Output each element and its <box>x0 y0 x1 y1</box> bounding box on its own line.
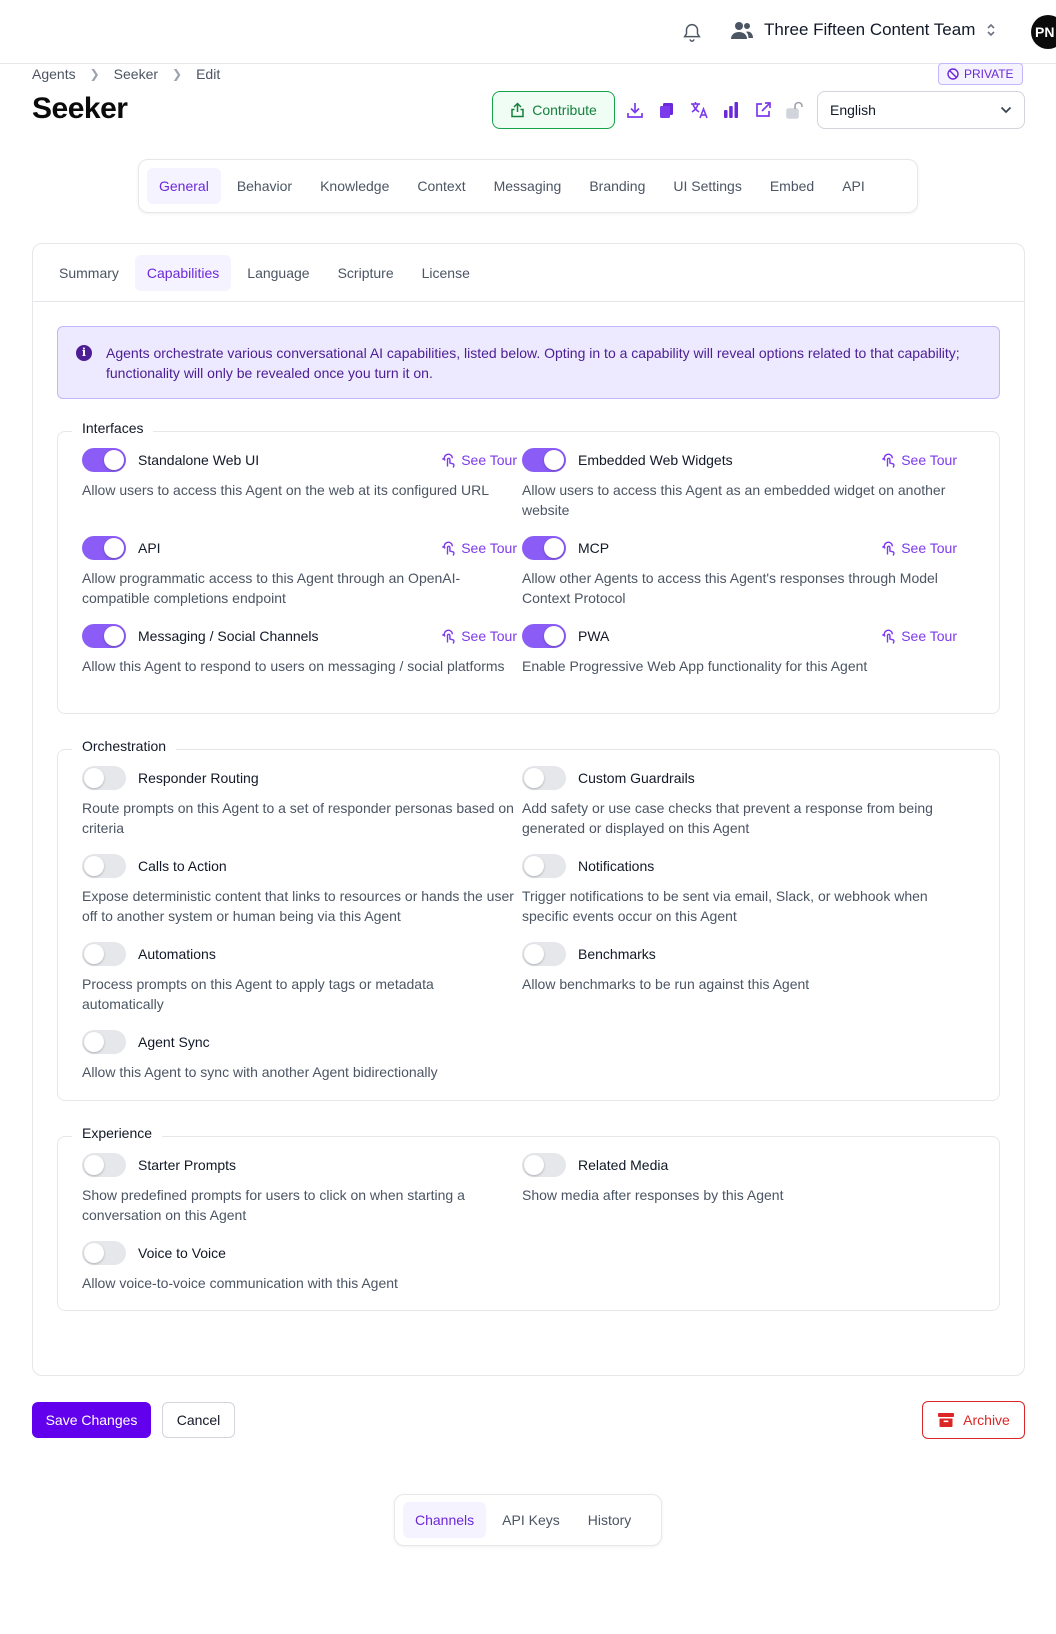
capability-starter-prompts <box>82 1153 517 1225</box>
capability-toggle[interactable] <box>82 1241 126 1265</box>
see-tour-label: See Tour <box>901 452 957 468</box>
private-icon <box>947 68 959 80</box>
sub-tabs <box>33 244 1024 302</box>
capability-description: Show media after responses by this Agent <box>522 1187 784 1203</box>
capability-benchmarks <box>522 942 957 994</box>
capability-title: Responder Routing <box>138 770 259 786</box>
bottom-tab-history[interactable]: History <box>587 1512 632 1528</box>
unlock-icon[interactable] <box>784 99 805 120</box>
capability-description: Allow voice-to-voice communication with this Agent <box>82 1275 398 1291</box>
capability-title: Custom Guardrails <box>578 770 695 786</box>
capability-toggle[interactable] <box>522 624 566 648</box>
tour-pointer-icon <box>882 453 896 468</box>
tab-context[interactable]: Context <box>417 178 466 194</box>
capability-title: Notifications <box>578 858 655 874</box>
capability-toggle[interactable] <box>82 854 126 878</box>
capability-related-media <box>522 1153 957 1205</box>
capability-toggle[interactable] <box>82 942 126 966</box>
tab-branding[interactable]: Branding <box>589 178 646 194</box>
capability-description: Allow benchmarks to be run against this Agent <box>522 976 810 992</box>
capability-header <box>522 448 957 472</box>
capability-mcp <box>522 536 957 608</box>
capability-description: Allow users to access this Agent on the web at its configured URL <box>82 482 489 498</box>
capability-api <box>82 536 517 608</box>
capability-header <box>522 624 957 648</box>
capability-toggle[interactable] <box>82 766 126 790</box>
translate-icon[interactable] <box>688 99 709 120</box>
analytics-icon[interactable] <box>720 99 741 120</box>
main-tabs <box>138 159 918 213</box>
capability-title: Standalone Web UI <box>138 452 260 468</box>
tab-messaging[interactable]: Messaging <box>493 178 562 194</box>
subtab-language[interactable]: Language <box>247 264 310 281</box>
tab-api[interactable]: API <box>842 178 865 194</box>
see-tour-link[interactable] <box>442 540 517 556</box>
capability-description: Trigger notifications to be sent via email, Slack, or webhook when specific events occur on this Agent <box>522 888 928 924</box>
capability-description: Allow users to access this Agent as an embedded widget on another website <box>522 482 946 518</box>
section-legend: Orchestration <box>72 738 176 754</box>
capability-title: Calls to Action <box>138 858 227 874</box>
chevron-down-icon <box>1000 106 1012 114</box>
capability-title: Related Media <box>578 1157 669 1173</box>
capability-toggle[interactable] <box>522 448 566 472</box>
visibility-badge <box>938 63 1023 85</box>
capability-description: Show predefined prompts for users to click on when starting a conversation on this Agent <box>82 1187 465 1223</box>
archive-label: Archive <box>963 1412 1010 1428</box>
capability-toggle[interactable] <box>522 1153 566 1177</box>
capability-header <box>82 1241 517 1265</box>
capability-header <box>82 624 517 648</box>
capability-title: API <box>138 540 161 556</box>
breadcrumb <box>32 66 220 82</box>
bottom-tab-api-keys[interactable]: API Keys <box>502 1512 560 1528</box>
see-tour-label: See Tour <box>461 628 517 644</box>
capability-toggle[interactable] <box>522 854 566 878</box>
capability-title: PWA <box>578 628 610 644</box>
capability-description: Add safety or use case checks that prevent a response from being generated or displayed on this Agent <box>522 800 933 836</box>
info-banner <box>57 326 1000 399</box>
language-select[interactable] <box>817 91 1025 129</box>
capabilities-card <box>32 243 1025 1376</box>
team-users-icon <box>730 20 754 40</box>
cancel-button[interactable]: Cancel <box>162 1402 235 1438</box>
capability-title: Voice to Voice <box>138 1245 226 1261</box>
contribute-button[interactable] <box>492 91 615 129</box>
capability-header <box>522 536 957 560</box>
capability-title: MCP <box>578 540 610 556</box>
capability-description: Route prompts on this Agent to a set of responder personas based on criteria <box>82 800 514 836</box>
interfaces-section <box>57 420 1000 714</box>
capability-toggle[interactable] <box>82 448 126 472</box>
section-legend: Experience <box>72 1125 162 1141</box>
capability-responder-routing <box>82 766 517 838</box>
capability-title: Agent Sync <box>138 1034 210 1050</box>
tour-pointer-icon <box>442 629 456 644</box>
capability-toggle[interactable] <box>522 766 566 790</box>
experience-section <box>57 1125 1000 1311</box>
capability-notifications <box>522 854 957 926</box>
capability-description: Process prompts on this Agent to apply tags or metadata automatically <box>82 976 434 1012</box>
see-tour-label: See Tour <box>901 540 957 556</box>
language-value: English <box>830 102 876 118</box>
notification-bell-icon[interactable] <box>681 21 703 43</box>
capability-description: Allow other Agents to access this Agent's responses through Model Context Protocol <box>522 570 938 606</box>
capability-header <box>82 536 517 560</box>
capability-header <box>522 766 957 790</box>
capability-title: Starter Prompts <box>138 1157 237 1173</box>
tour-pointer-icon <box>442 453 456 468</box>
capability-toggle[interactable] <box>82 536 126 560</box>
capability-standalone-web-ui <box>82 448 517 500</box>
tour-pointer-icon <box>442 541 456 556</box>
agent-toolbar <box>624 99 805 120</box>
subtab-summary[interactable]: Summary <box>59 264 119 281</box>
team-name: Three Fifteen Content Team <box>764 20 976 39</box>
subtab-scripture[interactable]: Scripture <box>337 264 394 281</box>
visibility-label: PRIVATE <box>964 67 1014 81</box>
see-tour-link[interactable] <box>442 628 517 644</box>
see-tour-label: See Tour <box>901 628 957 644</box>
capability-toggle[interactable] <box>82 1030 126 1054</box>
breadcrumb-agents[interactable]: Agents <box>32 66 76 82</box>
capability-header <box>82 854 517 878</box>
capability-title: Benchmarks <box>578 946 656 962</box>
capability-description: Allow programmatic access to this Agent through an OpenAI-compatible completions endpoint <box>82 570 461 606</box>
capability-description: Enable Progressive Web App functionality for this Agent <box>522 658 868 674</box>
capability-agent-sync <box>82 1030 517 1082</box>
page-title: Seeker <box>32 92 128 125</box>
archive-button[interactable] <box>922 1401 1025 1439</box>
capability-header <box>522 854 957 878</box>
bottom-tabs <box>394 1494 662 1546</box>
section-legend: Interfaces <box>72 420 153 436</box>
capability-header <box>522 942 957 966</box>
capability-messaging-social-channels <box>82 624 517 676</box>
external-link-icon[interactable] <box>752 99 773 120</box>
download-icon[interactable] <box>624 99 645 120</box>
capability-custom-guardrails <box>522 766 957 838</box>
capability-title: Embedded Web Widgets <box>578 452 733 468</box>
top-bar <box>0 0 1056 64</box>
see-tour-link[interactable] <box>882 452 957 468</box>
breadcrumb-seeker[interactable]: Seeker <box>113 66 159 82</box>
capability-header <box>82 448 517 472</box>
capability-toggle[interactable] <box>82 1153 126 1177</box>
capability-header <box>82 766 517 790</box>
capability-description: Allow this Agent to sync with another Agent bidirectionally <box>82 1064 438 1080</box>
info-text: Agents orchestrate various conversational AI capabilities, listed below. Opting in to a capability will reveal options related to that capability; functionality will only be revealed once you turn it on. <box>106 345 960 381</box>
see-tour-label: See Tour <box>461 452 517 468</box>
see-tour-link[interactable] <box>882 540 957 556</box>
breadcrumb-edit: Edit <box>196 66 221 82</box>
subtab-license[interactable]: License <box>421 264 470 281</box>
capability-toggle[interactable] <box>522 942 566 966</box>
tab-ui-settings[interactable]: UI Settings <box>673 178 742 194</box>
chevron-right-icon: ❯ <box>89 67 100 81</box>
capability-header <box>522 1153 957 1177</box>
capability-header <box>82 942 517 966</box>
capability-toggle[interactable] <box>522 536 566 560</box>
capability-voice-to-voice <box>82 1241 517 1293</box>
tab-general[interactable]: General <box>147 168 221 204</box>
capability-header <box>82 1030 517 1054</box>
tour-pointer-icon <box>882 629 896 644</box>
see-tour-label: See Tour <box>461 540 517 556</box>
archive-icon <box>937 1412 955 1428</box>
copy-icon[interactable] <box>656 99 677 120</box>
info-icon: i <box>76 345 92 361</box>
chevron-right-icon: ❯ <box>172 67 183 81</box>
see-tour-link[interactable] <box>442 452 517 468</box>
capability-description: Expose deterministic content that links to resources or hands the user off to another system or human being via this Agent <box>82 888 514 924</box>
tab-knowledge[interactable]: Knowledge <box>320 178 390 194</box>
capability-title: Automations <box>138 946 216 962</box>
tab-embed[interactable]: Embed <box>769 178 815 194</box>
capability-description: Allow this Agent to respond to users on messaging / social platforms <box>82 658 505 674</box>
user-avatar[interactable]: PN <box>1031 15 1056 49</box>
capability-header <box>82 1153 517 1177</box>
chevron-up-down-icon <box>985 22 997 38</box>
capability-calls-to-action <box>82 854 517 926</box>
team-switcher[interactable] <box>730 20 997 40</box>
tour-pointer-icon <box>882 541 896 556</box>
capability-title: Messaging / Social Channels <box>138 628 319 644</box>
capability-embedded-web-widgets <box>522 448 957 520</box>
contribute-label: Contribute <box>532 102 597 118</box>
upload-icon <box>510 102 525 118</box>
orchestration-section <box>57 738 1000 1101</box>
see-tour-link[interactable] <box>882 628 957 644</box>
capability-pwa <box>522 624 957 676</box>
bottom-tab-channels[interactable]: Channels <box>403 1502 486 1538</box>
capability-toggle[interactable] <box>82 624 126 648</box>
capability-automations <box>82 942 517 1014</box>
tab-behavior[interactable]: Behavior <box>236 178 293 194</box>
save-changes-button[interactable]: Save Changes <box>32 1402 151 1438</box>
subtab-capabilities[interactable]: Capabilities <box>135 255 231 291</box>
